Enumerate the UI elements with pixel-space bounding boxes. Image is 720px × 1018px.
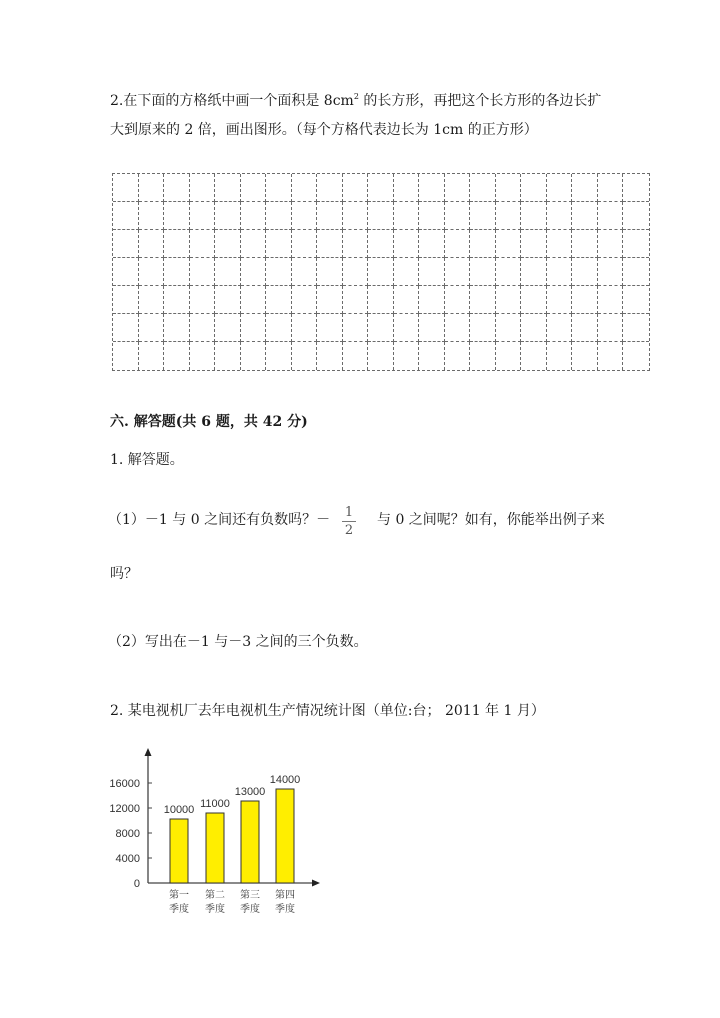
x-category-label-line2: 季度 (275, 904, 295, 915)
y-tick-label: 12000 (109, 803, 140, 815)
y-tick-label: 0 (133, 878, 140, 890)
y-tick-label: 8000 (115, 828, 140, 840)
q1-part1-post: 与 0 之间呢？如有，你能举出例子来 (377, 512, 605, 528)
x-category-label-line1: 第二 (205, 890, 225, 901)
bar-value-label: 10000 (163, 804, 195, 816)
q1-part2: （2）写出在－1 与－3 之间的三个负数。 (108, 634, 368, 650)
section-header: 六. 解答题(共 6 题，共 42 分) (110, 414, 308, 430)
bar-value-label: 13000 (234, 786, 266, 798)
q1-part1-cont: 吗？ (110, 566, 138, 582)
superscript-2: 2 (353, 92, 359, 101)
q2-draw-text-post: 的长方形，再把这个长方形的各边长扩 (358, 93, 602, 109)
fraction-denominator: 2 (344, 523, 354, 538)
x-axis-arrow-icon (312, 880, 320, 887)
x-category-label-line2: 季度 (240, 904, 260, 915)
bar (170, 819, 188, 883)
fraction-numerator: 1 (344, 505, 354, 520)
q2-chart-title: 2. 某电视机厂去年电视机生产情况统计图（单位:台； 2011 年 1 月） (110, 703, 545, 719)
x-category-label-line1: 第一 (169, 890, 189, 901)
bar (206, 813, 224, 883)
q1-title: 1. 解答题。 (110, 452, 184, 468)
y-axis-arrow-icon (145, 748, 152, 756)
bar (241, 801, 259, 883)
x-category-label-line2: 季度 (205, 904, 225, 915)
x-category-label-line1: 第三 (240, 890, 260, 901)
bar (276, 789, 294, 883)
q2-draw-text-pre: 2.在下面的方格纸中画一个面积是 8cm (110, 93, 354, 109)
x-category-label-line1: 第四 (275, 890, 295, 901)
y-tick-label: 4000 (115, 853, 140, 865)
q2-draw-line2: 大到原来的 2 倍，画出图形。（每个方格代表边长为 1cm 的正方形） (110, 122, 538, 138)
bar-value-label: 11000 (200, 798, 230, 810)
x-category-label-line2: 季度 (169, 904, 189, 915)
q1-part1-pre: （1）－1 与 0 之间还有负数吗？－ (108, 512, 331, 528)
bar-value-label: 14000 (269, 774, 301, 786)
y-tick-label: 16000 (109, 778, 140, 790)
